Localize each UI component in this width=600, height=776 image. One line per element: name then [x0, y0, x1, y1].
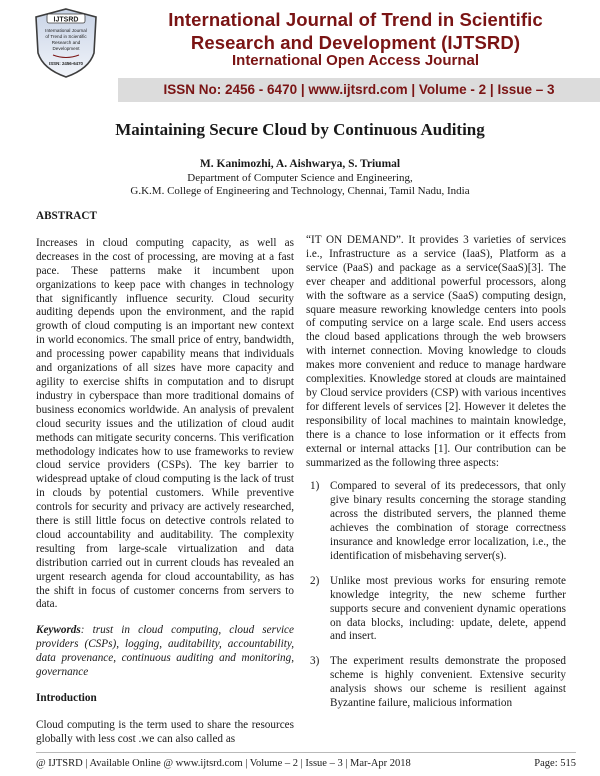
list-item	[306, 575, 566, 645]
paper-authors: M. Kanimozhi, A. Aishwarya, S. Triumal	[199, 158, 401, 170]
keywords-label: Keywords	[36, 624, 81, 637]
introduction-body: Cloud computing is the term used to share the resources globally with less cost .we can also called as	[36, 718, 294, 745]
abstract-heading: ABSTRACT	[36, 210, 97, 222]
list-number: 3)	[310, 655, 320, 668]
issn-bar	[118, 78, 600, 102]
journal-title-line: International Journal of Trend in Scientific	[168, 9, 543, 30]
contribution-list	[306, 480, 566, 711]
journal-title	[118, 8, 593, 54]
logo-text-line: of Trend in Scientific	[45, 34, 87, 39]
logo-text-top: IJTSRD	[53, 16, 79, 24]
introduction-heading: Introduction	[36, 692, 97, 704]
footer-citation: @ IJTSRD | Available Online @ www.ijtsrd.com | Volume – 2 | Issue – 3 | Mar-Apr 2018	[36, 758, 411, 769]
page-number: Page: 515	[534, 758, 576, 769]
list-item	[306, 480, 566, 563]
journal-header	[0, 0, 600, 104]
journal-subtitle: International Open Access Journal	[231, 52, 479, 69]
list-text: Unlike most previous works for ensuring remote knowledge integrity, the new scheme further supports secure and convenient dynamic operations on data blocks, including: update, delete, append and insert.	[330, 574, 566, 643]
page-footer	[36, 752, 576, 771]
logo-text-line: International Journal	[45, 28, 87, 33]
list-number: 2)	[310, 574, 320, 587]
issn-line: ISSN No: 2456 - 6470 | www.ijtsrd.com | Volume - 2 | Issue – 3	[163, 82, 555, 97]
list-text: Compared to several of its predecessors, that only give binary results concerning the storage standing across the distributed servers, the planned theme achieves the combination of storage correctness insurance and knowledge error localization, i.e., the identification of misbehaving server(s).	[330, 480, 566, 562]
logo-text-line: Research and	[51, 40, 81, 45]
list-text: The experiment results demonstrate the proposed scheme is highly convenient. Extensive security analysis shows our scheme is resilient against Byzantine failure, malicious information	[330, 655, 566, 710]
keywords	[36, 624, 294, 680]
ijtsrd-logo	[33, 7, 99, 79]
journal-title-line: Research and Development (IJTSRD)	[190, 32, 521, 53]
affiliation-line: Department of Computer Science and Engineering,	[187, 172, 413, 184]
left-column	[36, 210, 294, 747]
list-number: 1)	[310, 480, 320, 493]
body-paragraph: “IT ON DEMAND”. It provides 3 varieties of services i.e., Infrastructure as a service (IaaS), Platform as a service (PaaS) and package as a service(SaaS)[3]. The ever cheaper and additional powerful processors, along with the software as a service (SaaS) computing design, square measure reworking knowledge centers into pools of computing service on a large scale. End users access the cloud based applications through the web browsers with internet connection. Moving knowledge to clouds makes more convenient and reduce to manage hardware complexities. Knowledge stored at clouds are maintained by Cloud service providers (CSP) with various incentives for different levels of services [2]. However it deletes the responsibility of local machines to maintain knowledge, there is a chance to lose information or it effects from external or internal attacks [1]. Our contribution can be summarized as the following three aspects:	[306, 234, 566, 469]
list-item	[306, 655, 566, 711]
paper-title: Maintaining Secure Cloud by Continuous Auditing	[115, 120, 485, 139]
keywords-text: : trust in cloud computing, cloud service providers (CSPs), logging, auditability, accountability, data provenance, continuous auditing and monitoring, governance	[36, 624, 294, 679]
affiliation-line: G.K.M. College of Engineering and Technology, Chennai, Tamil Nadu, India	[130, 185, 470, 197]
logo-text-bottom: ISSN: 2456-6470	[49, 61, 83, 66]
right-column	[306, 234, 566, 722]
abstract-body: Increases in cloud computing capacity, as well as decreases in the cost of processing, are moving at a fast pace. These patterns make it incumbent upon organizations to keep pace with changes in technology that significantly influence security. Cloud security auditing depends upon the environment, and the rapid growth of cloud computing is an important new context in world economics. The small price of entry, bandwidth, and processing power capability means that individuals and organizations of all sizes have more capacity and agility to exercise shifts in computation and to disrupt industry in cyberspace than more traditional domains of business economics worldwide. An analysis of prevalent cloud security issues and the utilization of cloud audit methods can mitigate security concerns. This verification methodology indicates how to use frameworks to review cloud service providers (CSPs). The key barrier to widespread uptake of cloud computing is the lack of trust in clouds by potential customers. While preventive controls for security and privacy are actively researched, there is still little focus on detective controls related to cloud accountability and auditability. The complexity resulting from large-scale virtualization and data distribution carried out in current clouds has revealed an urgent research agenda for cloud accountability, as has the shift in focus of customer concerns from servers to data.	[36, 236, 294, 611]
logo-text-line: Development	[52, 46, 80, 51]
